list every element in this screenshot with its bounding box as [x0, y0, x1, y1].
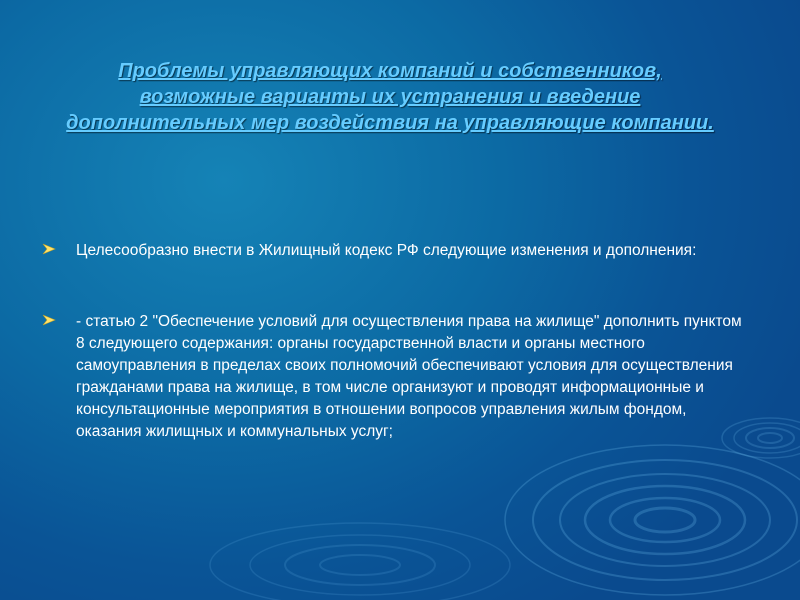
bullet-item: [42, 240, 742, 262]
bullet-text: Целесообразно внести в Жилищный кодекс РФ следующие изменения и дополнения:: [76, 242, 697, 259]
bullet-text: - статью 2 "Обеспечение условий для осуществления права на жилище" дополнить пунктом 8 следующего содержания: органы государственной власти и органы местного самоуправления в пределах своих полномочий обеспечивают условия для осуществления гражданами права на жилище, в том числе организуют и проводят информационные и консультационные мероприятия в отношении вопросов управления жилым фондом, оказания жилищных и коммунальных услуг;: [76, 313, 742, 440]
arrowhead-bullet-icon: [42, 313, 56, 327]
arrowhead-bullet-icon: [42, 242, 56, 256]
slide-title: Проблемы управляющих компаний и собственников, возможные варианты их устранения и введение дополнительных мер воздействия на управляющие компании.: [66, 60, 714, 134]
bullet-item: [42, 311, 742, 443]
